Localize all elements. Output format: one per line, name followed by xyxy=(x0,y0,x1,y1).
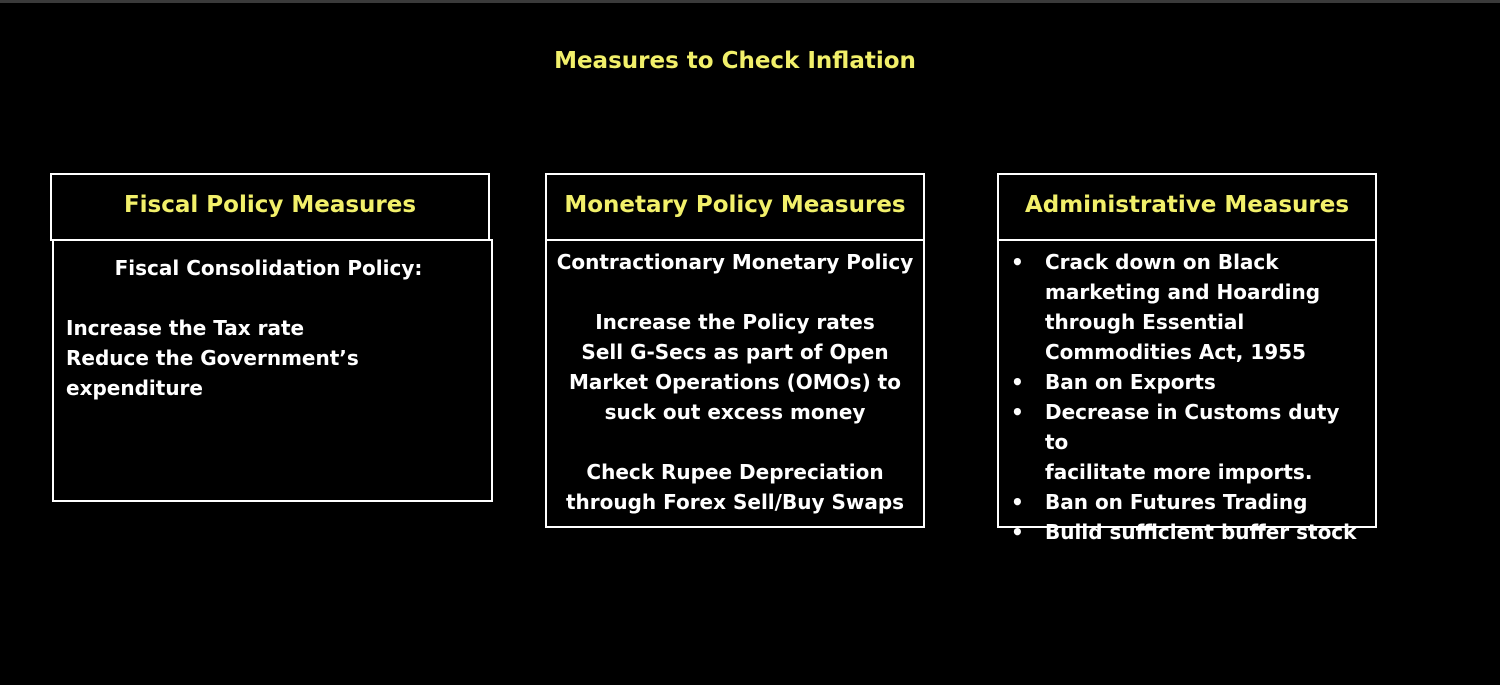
bullet-icon: • xyxy=(1011,250,1024,274)
fiscal-heading-box xyxy=(50,173,490,241)
bullet-icon: • xyxy=(1011,490,1024,514)
monetary-line: Market Operations (OMOs) to xyxy=(569,370,901,394)
bullet-line: Ban on Futures Trading xyxy=(1045,490,1308,514)
bullet-line: Ban on Exports xyxy=(1045,370,1216,394)
monetary-line: suck out excess money xyxy=(604,400,866,424)
fiscal-subtitle: Fiscal Consolidation Policy: xyxy=(114,256,423,280)
list-item xyxy=(999,517,1369,547)
bullet-icon: • xyxy=(1011,520,1024,544)
administrative-heading-box xyxy=(997,173,1377,241)
monetary-subtitle: Contractionary Monetary Policy xyxy=(556,250,914,274)
monetary-content-box xyxy=(545,239,925,528)
administrative-heading: Administrative Measures xyxy=(1024,192,1350,218)
bullet-icon: • xyxy=(1011,370,1024,394)
list-item xyxy=(999,487,1369,517)
bullet-line: facilitate more imports. xyxy=(1045,460,1313,484)
monetary-line: Increase the Policy rates xyxy=(595,310,875,334)
administrative-content-box xyxy=(997,239,1377,544)
monetary-paragraph-1 xyxy=(551,307,919,427)
bullet-line: Crack down on Black xyxy=(1045,250,1279,274)
fiscal-line: Increase the Tax rate xyxy=(66,316,305,340)
monetary-heading-box xyxy=(545,173,925,241)
fiscal-line: Reduce the Government’s expenditure xyxy=(66,346,359,400)
bullet-line: marketing and Hoarding xyxy=(1045,280,1321,304)
monetary-line: Check Rupee Depreciation xyxy=(586,460,884,484)
bullet-line: Build sufficient buffer stock xyxy=(1045,520,1357,544)
list-item xyxy=(999,367,1369,397)
monetary-line: through Forex Sell/Buy Swaps xyxy=(565,490,905,514)
fiscal-content-box xyxy=(52,239,493,502)
bullet-line: Decrease in Customs duty to xyxy=(1045,400,1340,454)
top-border-line xyxy=(0,0,1500,3)
slide-title: Measures to Check Inflation xyxy=(554,48,916,74)
bullet-line: Commodities Act, 1955 xyxy=(1045,340,1306,364)
fiscal-heading: Fiscal Policy Measures xyxy=(123,192,417,218)
monetary-heading: Monetary Policy Measures xyxy=(564,192,906,218)
bullet-line: through Essential xyxy=(1045,310,1245,334)
monetary-line: Sell G-Secs as part of Open xyxy=(581,340,889,364)
list-item xyxy=(999,397,1369,487)
list-item xyxy=(999,247,1369,367)
bullet-icon: • xyxy=(1011,400,1024,424)
monetary-paragraph-2 xyxy=(551,457,919,517)
administrative-bullet-list xyxy=(999,247,1369,547)
